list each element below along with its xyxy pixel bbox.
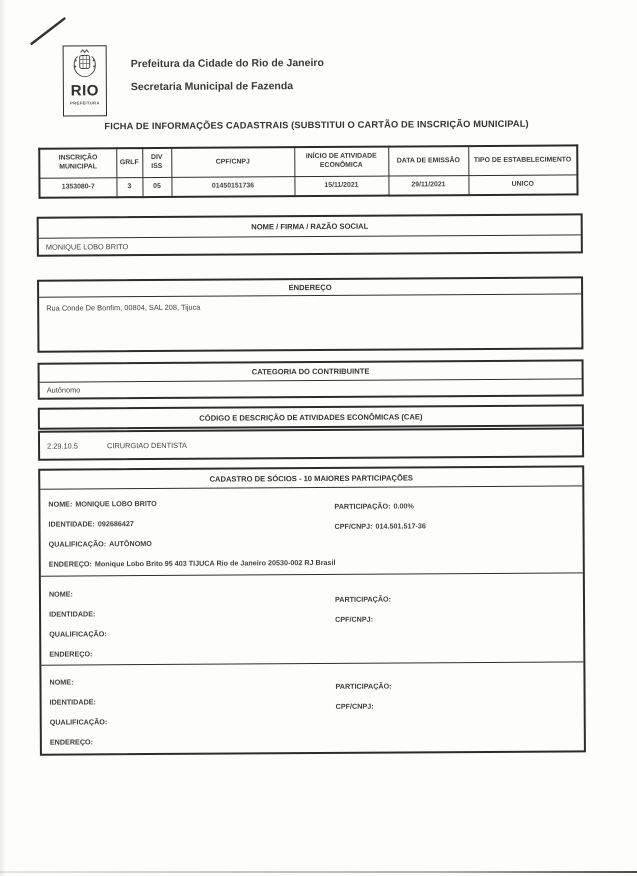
scan-left-edge (0, 0, 6, 876)
label-qualificacao: QUALIFICAÇÃO: (49, 628, 107, 639)
label-participacao: PARTICIPAÇÃO: (334, 501, 391, 511)
logo-text: RIO (70, 82, 100, 100)
partner2-endereco-row (49, 640, 583, 663)
section-title-cae: CÓDIGO E DESCRIÇÃO DE ATIVIDADES ECONÔMICAS (CAE) (38, 404, 584, 429)
partner1-right-column (334, 491, 426, 536)
scan-bottom-edge (0, 871, 637, 873)
label-cpf-cnpj: CPF/CNPJ: (334, 521, 373, 531)
section-nome-razao-social (37, 213, 583, 256)
partner2-cpfcnpj-row (335, 609, 394, 629)
inicio-atividade-value: 15/11/2021 (294, 176, 388, 196)
partner1-participacao: 0.00% (393, 500, 414, 511)
registration-header-row (39, 145, 577, 178)
cae-content (38, 427, 584, 460)
section-endereco (37, 276, 583, 352)
col-inscricao-municipal: INSCRIÇÃO MUNICIPAL (39, 148, 116, 178)
col-inicio-atividade: INÍCIO DE ATIVIDADE ECONÔMICA (294, 147, 388, 177)
label-cpf-cnpj: CPF/CNPJ: (335, 614, 374, 624)
partner3-endereco-row (50, 728, 584, 751)
col-cpf-cnpj: CPF/CNPJ (171, 147, 294, 177)
section-categoria-contribuinte (38, 359, 584, 399)
label-endereco: ENDEREÇO: (48, 558, 92, 569)
col-div-iss: DIV ISS (142, 148, 171, 178)
rio-prefeitura-logo (63, 45, 107, 116)
partner1-qualificacao: AUTÔNOMO (109, 538, 152, 548)
nome-value: MONIQUE LOBO BRITO (45, 241, 129, 252)
section-title-nome: NOME / FIRMA / RAZÃO SOCIAL (39, 215, 581, 238)
section-title-categoria: CATEGORIA DO CONTRIBUINTE (40, 361, 582, 382)
partner-block-1 (40, 486, 583, 575)
label-nome: NOME: (48, 499, 73, 509)
coat-of-arms-icon (69, 48, 101, 82)
col-grlf: GRLF (116, 148, 142, 178)
label-identidade: IDENTIDADE: (48, 518, 95, 529)
partner3-participacao-row (335, 676, 394, 696)
partner1-participacao-row (334, 495, 425, 516)
partner1-endereco: Monique Lobo Brito 95 403 TIJUCA Rio de Janeiro 20530-002 RJ Brasil (94, 557, 336, 568)
partner1-endereco-row (49, 550, 583, 573)
partner3-cpfcnpj-row (336, 696, 395, 716)
label-nome: NOME: (49, 677, 74, 687)
label-cpf-cnpj: CPF/CNPJ: (335, 701, 374, 711)
div-iss-value: 05 (142, 177, 171, 197)
label-participacao: PARTICIPAÇÃO: (334, 594, 392, 604)
label-endereco: ENDEREÇO: (49, 736, 94, 747)
categoria-value: Autônomo (46, 385, 81, 395)
label-nome: NOME: (48, 589, 73, 599)
partner1-identidade: 092686427 (97, 518, 134, 528)
section-title-endereco: ENDEREÇO (39, 278, 581, 297)
partner1-cpfcnpj: 014.501.517-36 (375, 520, 426, 531)
inscricao-municipal-value: 1353080-7 (39, 178, 116, 198)
label-participacao: PARTICIPAÇÃO: (335, 681, 392, 691)
cpf-cnpj-value: 01450151736 (171, 177, 294, 197)
cae-code: 2.29.10.5 (47, 440, 78, 451)
label-qualificacao: QUALIFICAÇÃO: (49, 716, 108, 727)
partner1-nome: MONIQUE LOBO BRITO (75, 498, 157, 508)
registration-values-row (39, 175, 577, 198)
partner2-participacao-row (335, 589, 394, 609)
partner-block-2 (41, 572, 584, 664)
registration-table (38, 144, 578, 198)
partner-block-3 (41, 661, 584, 752)
section-title-socios: CADASTRO DE SÓCIOS - 10 MAIORES PARTICIPAÇÕES (40, 467, 582, 489)
label-qualificacao: QUALIFICAÇÃO: (48, 538, 107, 549)
label-identidade: IDENTIDADE: (49, 608, 96, 619)
form-title: FICHA DE INFORMAÇÕES CADASTRAIS (SUBSTITUI O CARTÃO DE INSCRIÇÃO MUNICIPAL) (104, 118, 529, 132)
cae-description: CIRURGIAO DENTISTA (107, 440, 188, 450)
endereco-value: Rua Conde De Bonfim, 00804, SAL 208, Tijuca (46, 302, 201, 313)
org-department: Secretaria Municipal de Fazenda (130, 80, 294, 94)
partner1-cpfcnpj-row (334, 515, 425, 536)
col-data-emissao: DATA DE EMISSÃO (388, 146, 468, 176)
label-endereco: ENDEREÇO: (49, 648, 93, 659)
data-emissao-value: 29/11/2021 (388, 176, 468, 196)
label-identidade: IDENTIDADE: (49, 696, 96, 707)
tipo-estabelecimento-value: UNICO (468, 175, 577, 195)
org-name: Prefeitura da Cidade do Rio de Janeiro (130, 56, 324, 71)
partner3-right-column (335, 670, 394, 716)
col-tipo-estabelecimento: TIPO DE ESTABELECIMENTO (468, 145, 577, 175)
grlf-value: 3 (116, 178, 142, 198)
section-cadastro-socios (38, 465, 586, 755)
logo-subtitle: PREFEITURA (70, 99, 100, 106)
partner2-right-column (335, 582, 394, 629)
